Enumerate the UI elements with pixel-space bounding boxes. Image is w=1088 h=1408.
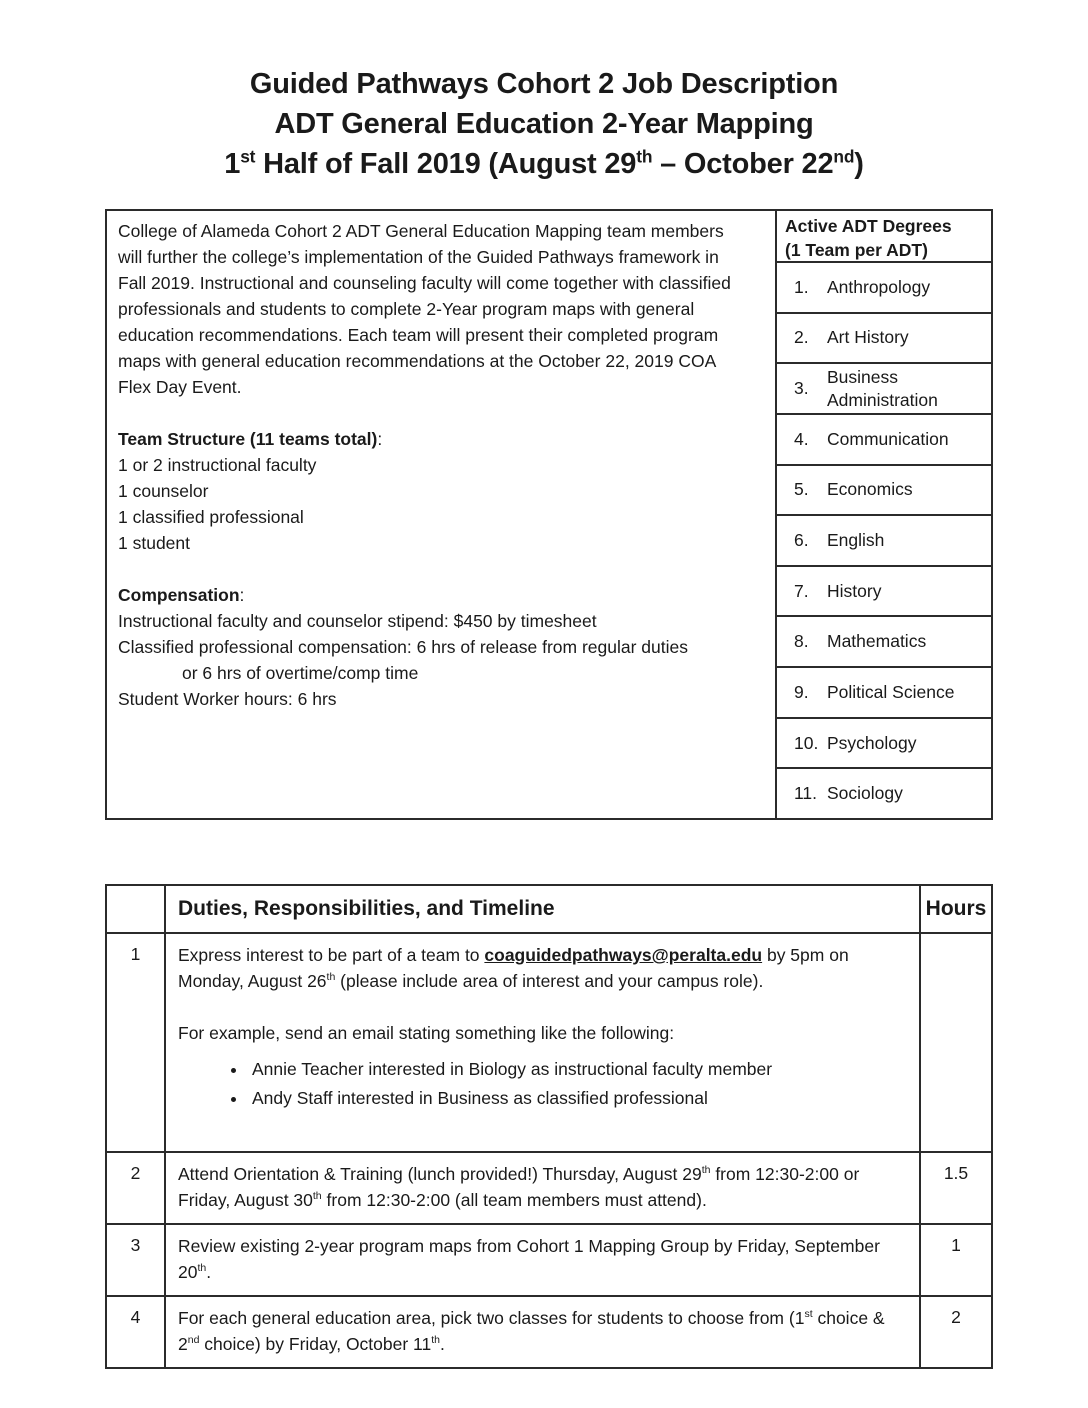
adt-row <box>777 362 991 413</box>
adt-row-label: Business Administration <box>827 366 938 410</box>
adt-row-label: History <box>827 580 882 601</box>
adt-row-label: Mathematics <box>827 631 927 652</box>
title-line-2 <box>0 104 1088 144</box>
team-structure-item: 1 classified professional <box>118 507 304 527</box>
title-line-1 <box>0 64 1088 104</box>
duty-hours: 2 <box>920 1296 992 1368</box>
adt-row-number: 9. <box>794 681 809 702</box>
text-run: – October 22 <box>652 148 834 180</box>
text-run: Express interest to be part of a team to <box>178 945 485 965</box>
superscript: nd <box>187 1334 200 1347</box>
superscript: th <box>326 971 336 984</box>
compensation-line: Instructional faculty and counselor stipend: $450 by timesheet <box>118 611 597 631</box>
adt-degrees-table <box>777 211 991 818</box>
adt-row-label: Sociology <box>827 783 903 804</box>
adt-row-number: 6. <box>794 530 809 551</box>
text-run: from 12:30-2:00 or Friday, August 30 <box>178 1164 860 1210</box>
adt-row-number: 11. <box>794 783 818 804</box>
text-run: Team Structure (11 teams total) <box>118 429 378 449</box>
duty-paragraph <box>178 1161 903 1213</box>
adt-row <box>777 767 991 818</box>
compensation-line: or 6 hrs of overtime/comp time <box>182 663 419 683</box>
adt-row-number: 10. <box>794 732 819 753</box>
email-link[interactable]: coaguidedpathways@peralta.edu <box>484 945 763 965</box>
title-line-3 <box>0 144 1088 184</box>
adt-row-number: 2. <box>794 327 809 348</box>
superscript: st <box>804 1308 813 1321</box>
text-run: choice) by Friday, October 11 <box>199 1334 432 1354</box>
duty-content <box>165 933 920 1152</box>
duty-content <box>165 1152 920 1224</box>
superscript: th <box>636 146 653 167</box>
text-run: choice & 2 <box>178 1308 885 1354</box>
adt-row-number: 7. <box>794 580 809 601</box>
adt-row-number: 1. <box>794 276 809 297</box>
duty-content <box>165 1224 920 1296</box>
compensation-heading <box>118 582 749 608</box>
superscript: nd <box>833 146 855 167</box>
duty-row <box>106 1296 992 1368</box>
superscript: th <box>312 1190 322 1203</box>
text-run: ) <box>854 148 864 180</box>
duty-row <box>106 933 992 1152</box>
text-run: : <box>377 429 383 449</box>
adt-row-label: Communication <box>827 428 949 449</box>
page-title <box>0 0 1088 184</box>
duty-paragraphs <box>178 1305 903 1357</box>
team-structure-item: 1 student <box>118 533 190 553</box>
adt-row <box>777 666 991 717</box>
duty-hours: 1 <box>920 1224 992 1296</box>
duty-paragraphs <box>178 1233 903 1285</box>
duties-header-label: Duties, Responsibilities, and Timeline <box>165 885 920 933</box>
adt-header-line-2: (1 Team per ADT) <box>785 240 928 260</box>
bullet-item: • Annie Teacher interested in Biology as instructional faculty member <box>248 1056 903 1082</box>
adt-row <box>777 413 991 464</box>
adt-row <box>777 615 991 666</box>
duty-content <box>165 1296 920 1368</box>
bullet-list <box>224 1056 903 1111</box>
compensation-line: Classified professional compensation: 6 hrs of release from regular duties <box>118 637 689 657</box>
bullet-item: • Andy Staff interested in Business as classified professional <box>248 1085 903 1111</box>
duty-number: 3 <box>106 1224 165 1296</box>
text-run: Guided Pathways Cohort 2 Job Description <box>249 68 839 100</box>
duty-paragraph <box>178 1233 903 1285</box>
adt-row <box>777 717 991 768</box>
team-structure-heading <box>118 426 749 452</box>
adt-row-number: 4. <box>794 428 809 449</box>
adt-row-label: Art History <box>827 327 909 348</box>
duty-paragraph <box>178 1020 903 1046</box>
superscript: th <box>197 1262 207 1275</box>
duties-header-hours: Hours <box>920 885 992 933</box>
text-run: For each general education area, pick two classes for students to choose from (1 <box>178 1308 805 1328</box>
text-run: Attend Orientation & Training (lunch provided!) Thursday, August 29 <box>178 1164 702 1184</box>
duties-header-row <box>106 885 992 933</box>
adt-row <box>777 464 991 515</box>
duty-hours <box>920 933 992 1152</box>
text-run: (please include area of interest and your campus role). <box>335 971 764 991</box>
overview-box <box>107 211 777 818</box>
team-structure-item: 1 counselor <box>118 481 209 501</box>
adt-row-number: 3. <box>794 378 809 399</box>
adt-row-label: Anthropology <box>827 276 931 297</box>
overview-section <box>105 209 993 820</box>
text-run: . <box>440 1334 445 1354</box>
superscript: st <box>240 146 256 167</box>
duties-header-number-cell <box>106 885 165 933</box>
intro-paragraph: College of Alameda Cohort 2 ADT General Education Mapping team members will further the college’s implementation of the Guided Pathways framework in Fall 2019. Instructional and counseling faculty will come together with classified professionals and students to complete 2-Year program maps with general education recommendations. Each team will present their completed program maps with general education recommendations at the October 22, 2019 COA Flex Day Event. <box>118 221 731 397</box>
text-run: from 12:30-2:00 (all team members must attend). <box>321 1190 707 1210</box>
team-structure-item: 1 or 2 instructional faculty <box>118 455 317 475</box>
duty-paragraphs <box>178 942 903 1046</box>
duty-row <box>106 1224 992 1296</box>
text-run: 1 <box>224 148 241 180</box>
duty-paragraph <box>178 1305 903 1357</box>
duty-number: 2 <box>106 1152 165 1224</box>
compensation-line: Student Worker hours: 6 hrs <box>118 689 337 709</box>
adt-row-label: Political Science <box>827 681 955 702</box>
text-run: ADT General Education 2-Year Mapping <box>274 108 814 140</box>
text-run: . <box>206 1262 212 1282</box>
adt-row <box>777 261 991 312</box>
adt-row <box>777 514 991 565</box>
duty-row <box>106 1152 992 1224</box>
duties-table <box>105 884 993 1369</box>
text-run: For example, send an email stating something like the following: <box>178 1023 675 1043</box>
text-run: Half of Fall 2019 (August 29 <box>255 148 637 180</box>
duty-paragraph <box>178 942 903 994</box>
text-run: Review existing 2-year program maps from Cohort 1 Mapping Group by Friday, September 20 <box>178 1236 880 1282</box>
duty-paragraphs <box>178 1161 903 1213</box>
text-run: : <box>239 585 245 605</box>
adt-header <box>777 211 991 261</box>
adt-header-line-1: Active ADT Degrees <box>785 216 952 236</box>
duty-number: 4 <box>106 1296 165 1368</box>
text-run: Compensation <box>118 585 240 605</box>
superscript: th <box>701 1164 711 1177</box>
text-run: by 5pm on Monday, August 26 <box>178 945 849 991</box>
adt-row-label: Psychology <box>827 732 917 753</box>
adt-row-number: 8. <box>794 631 809 652</box>
adt-row-number: 5. <box>794 479 809 500</box>
duty-number: 1 <box>106 933 165 1152</box>
adt-row <box>777 565 991 616</box>
adt-row-label: Economics <box>827 479 913 500</box>
adt-row-label: English <box>827 530 885 551</box>
adt-row <box>777 312 991 363</box>
duty-hours: 1.5 <box>920 1152 992 1224</box>
superscript: th <box>431 1334 440 1347</box>
